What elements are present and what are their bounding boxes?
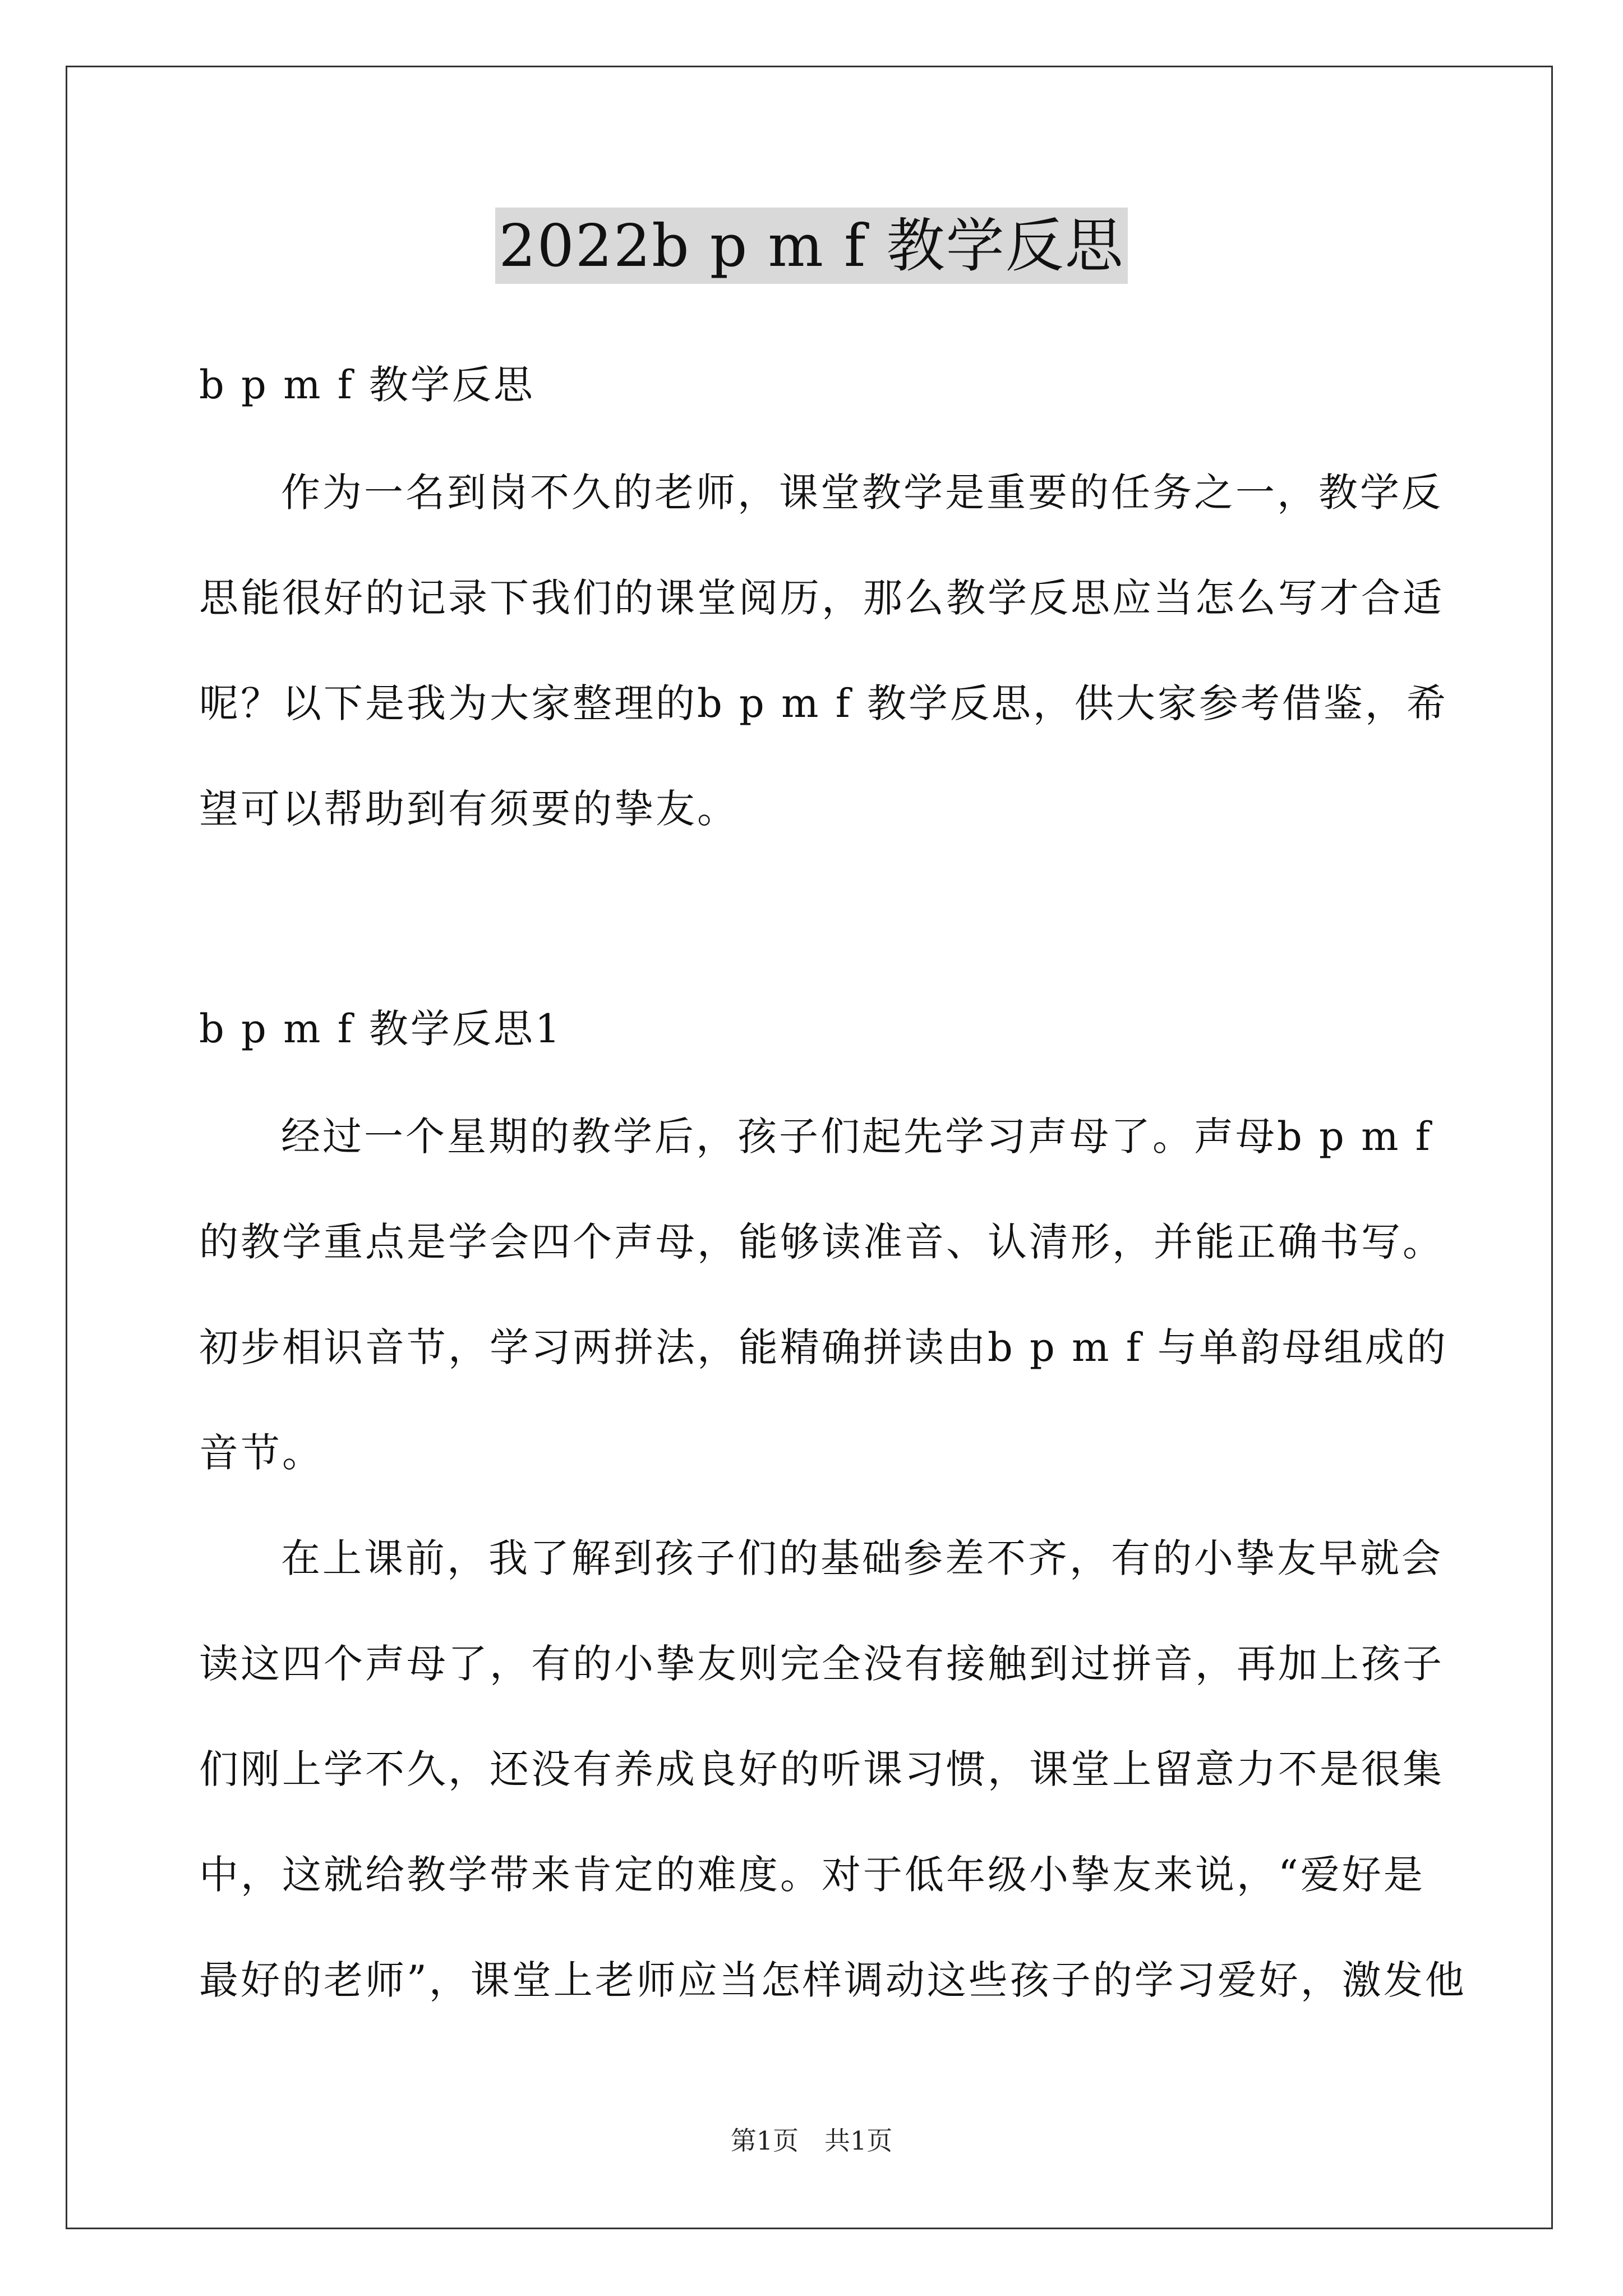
intro-line: 思能很好的记录下我们的课堂阅历，那么教学反思应当怎么写才合适 [199, 575, 1444, 621]
document-title: 2022b p m f 教学反思 [495, 208, 1127, 284]
intro-line: 望可以帮助到有须要的挚友。 [199, 786, 739, 832]
paragraph-line: 们刚上学不久，还没有养成良好的听课习惯，课堂上留意力不是很集 [199, 1746, 1444, 1792]
paragraph-line: 在上课前，我了解到孩子们的基础参差不齐，有的小挚友早就会 [281, 1535, 1443, 1581]
document-subtitle: b p m f 教学反思 [199, 362, 535, 408]
paragraph-line: 最好的老师”，课堂上老师应当怎样调动这些孩子的学习爱好，激发他 [199, 1957, 1467, 2003]
title-area [0, 208, 1623, 284]
section-heading: b p m f 教学反思1 [199, 1006, 562, 1052]
paragraph-line: 的教学重点是学会四个声母，能够读准音、认清形，并能正确书写。 [199, 1219, 1444, 1265]
paragraph-line: 音节。 [199, 1430, 324, 1476]
paragraph-line: 读这四个声母了，有的小挚友则完全没有接触到过拼音，再加上孩子 [199, 1641, 1444, 1687]
paragraph-line: 中，这就给教学带来肯定的难度。对于低年级小挚友来说，“爱好是 [199, 1852, 1425, 1898]
page-footer: 第1页 共1页 [730, 2125, 893, 2156]
intro-line: 作为一名到岗不久的老师，课堂教学是重要的任务之一，教学反 [281, 470, 1443, 516]
intro-line: 呢？以下是我为大家整理的b p m f 教学反思，供大家参考借鉴，希 [199, 680, 1448, 726]
paragraph-line: 初步相识音节，学习两拼法，能精确拼读由b p m f 与单韵母组成的 [199, 1324, 1448, 1370]
paragraph-line: 经过一个星期的教学后，孩子们起先学习声母了。声母b p m f [281, 1114, 1432, 1159]
